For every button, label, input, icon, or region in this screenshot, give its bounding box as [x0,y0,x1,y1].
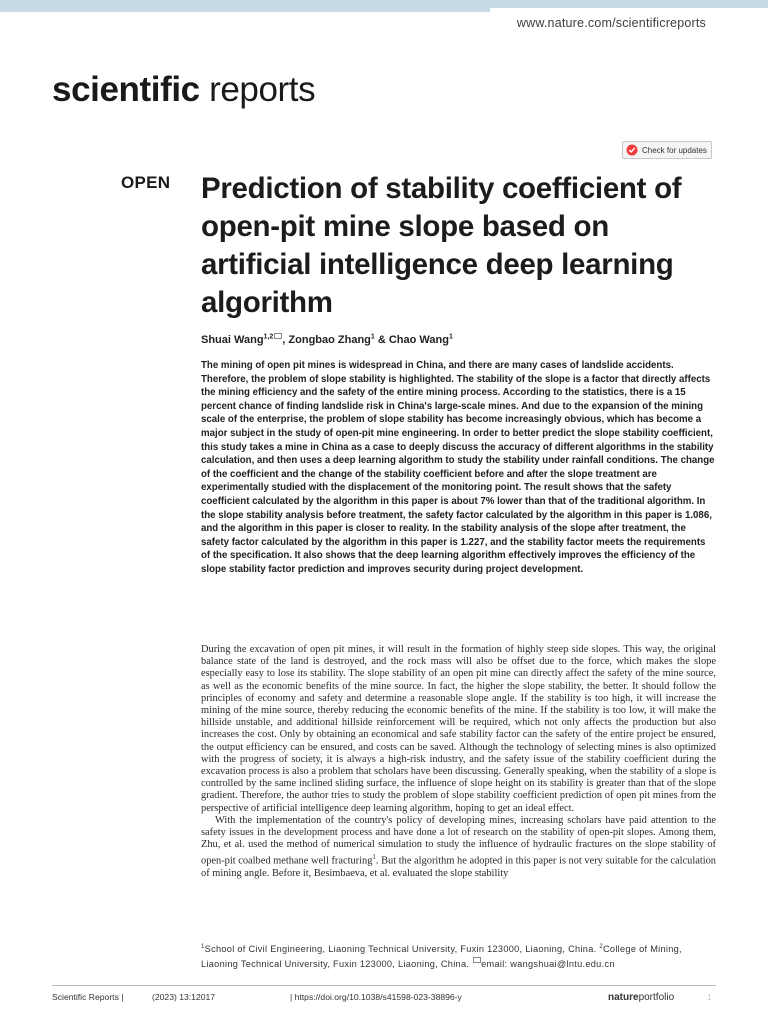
envelope-icon [473,957,481,963]
page-number: 1 [707,992,712,1002]
author-name[interactable]: Chao Wang [388,334,449,346]
check-for-updates-button[interactable] [622,141,712,159]
author-affiliation: 1,2 [263,333,274,341]
contact-email[interactable]: email: wangshuai@lntu.edu.cn [481,958,615,969]
affiliation-number: 2 [599,944,603,950]
footer-divider [52,985,716,986]
publisher-logo-bold: nature [608,992,639,1003]
affiliation-text: College of Mining, Liaoning Technical University, Fuxin 123000, Liaoning, China. [201,944,682,969]
author-affiliation: 1 [448,333,453,341]
publisher-logo [608,992,674,1003]
open-access-label: OPEN [121,173,171,192]
citation-ref[interactable]: 1 [372,853,376,862]
body-paragraph: During the excavation of open pit mines, it will result in the formation of highly steep side slopes. This way, the original balance state of the land is destroyed, and the rock mass will also be offset due to the force, which makes the slope especially easy to lose its stability. The slope stability of an open pit mine can directly affect the safety of the mine source, as well as the economic benefits of the mine source. In fact, the higher the slope stability, the better. It should follow the principles of economy and safety and determine a reasonable slope angle. If the stability is too high, it will increase the mining of the mine source, thereby reducing the economic benefits of the mine. If the stability is too low, it will make the hillside unstable, and additional hillside reinforcement will be required, which not only affects the production but also increases the cost. Only by obtaining an economical and safe stability factor can the safety of the entire project be ensured, the output efficiency can be ensured, and costs can be saved. Although the technology of selecting mines is also optimized with the progress of society, it is always a high-risk industry, and the safety issue of the stability coefficient during the excavation process is also a problem that scholars have been discussing. Generally speaking, when the stability of a slope is controlled by the same inclined sliding surface, the influence of slope height on its stability is greater than that of the slope gradient. Therefore, the author tries to study the problem of slope stability coefficient prediction of open pit mines from the perspective of artificial intelligence deep learning algorithm, hoping to get an ideal effect. [201,644,716,814]
affiliations [201,941,716,971]
footer-doi[interactable]: | https://doi.org/10.1038/s41598-023-38896-y [290,992,462,1002]
author-separator: , [282,334,289,346]
abstract: The mining of open pit mines is widespread in China, and there are many cases of landslide accidents. Therefore, the problem of slope stability is highlighted. The stability of the slope is a factor that directly affects the mining efficiency and the safety of the entire mining process. According to the statistics, there is a 15 percent chance of finding landslide risk in China's large-scale mines. And due to the expansion of the mining scale of the enterprise, the problem of slope stability has become increasingly obvious, which has become a major subject in the study of open-pit mine engineering. In order to better predict the slope stability coefficient, this study takes a mine in China as a case to deeply discuss the accuracy of different algorithms in the stability calculation, and then uses a deep learning algorithm to study the stability under rainfall conditions. The change of the coefficient and the change of the stability coefficient before and after the slope treatment are experimentally studied with the displacement of the monitoring point. The result shows that the safety coefficient calculated by the algorithm in this paper is about 7% lower than that of the traditional algorithm. In the slope stability analysis before treatment, the safety factor calculated by the algorithm in this paper is 1.086, and the algorithm in this paper is closer to reality. In the stability analysis of the slope after treatment, the safety factor calculated by the algorithm in this paper is 1.227, and the stability factor meets the requirements of the specification. It also shows that the deep learning algorithm effectively improves the efficiency of the slope stability factor prediction and improves security during project development. [201,360,715,575]
author-list [201,333,453,346]
envelope-icon[interactable] [274,333,282,339]
journal-logo-bold: scientific [52,70,200,109]
crossmark-icon [626,144,638,156]
check-for-updates-label: Check for updates [642,145,707,155]
footer-journal: Scientific Reports | [52,992,124,1002]
affiliation-text: School of Civil Engineering, Liaoning Technical University, Fuxin 123000, Liaoning, China. [204,944,600,955]
footer-volume: (2023) 13:12017 [152,992,216,1002]
body-text-run: With the implementation of the country's policy of developing mines, increasing scholars have paid attention to the safety issues in the development process and have done a lot of research on the stability of open-pit slopes. Among them, Zhu, et al. used the method of numerical simulation to study the influence of hydraulic fractures on the slope stability of open-pit coalbed methane well fracturing [201,814,716,867]
author-name[interactable]: Shuai Wang [201,334,264,346]
publisher-logo-light: portfolio [638,992,675,1003]
article-title: Prediction of stability coefficient of open-pit mine slope based on artificial intelligence deep learning algorithm [201,172,682,319]
affiliation-number: 1 [201,944,205,950]
body-paragraph [201,815,716,880]
author-affiliation: 1 [370,333,375,341]
body-text-run: . But the algorithm he adopted in this paper is not very suitable for the calculation of mining angle. Before it, Besimbaeva, et al. evaluated the slope stability [201,855,717,880]
author-separator: & [374,334,389,346]
journal-logo [52,70,315,110]
journal-logo-light: reports [209,70,316,109]
journal-url[interactable]: www.nature.com/scientificreports [516,16,706,30]
author-name[interactable]: Zongbao Zhang [288,334,371,346]
body-text [201,644,716,880]
